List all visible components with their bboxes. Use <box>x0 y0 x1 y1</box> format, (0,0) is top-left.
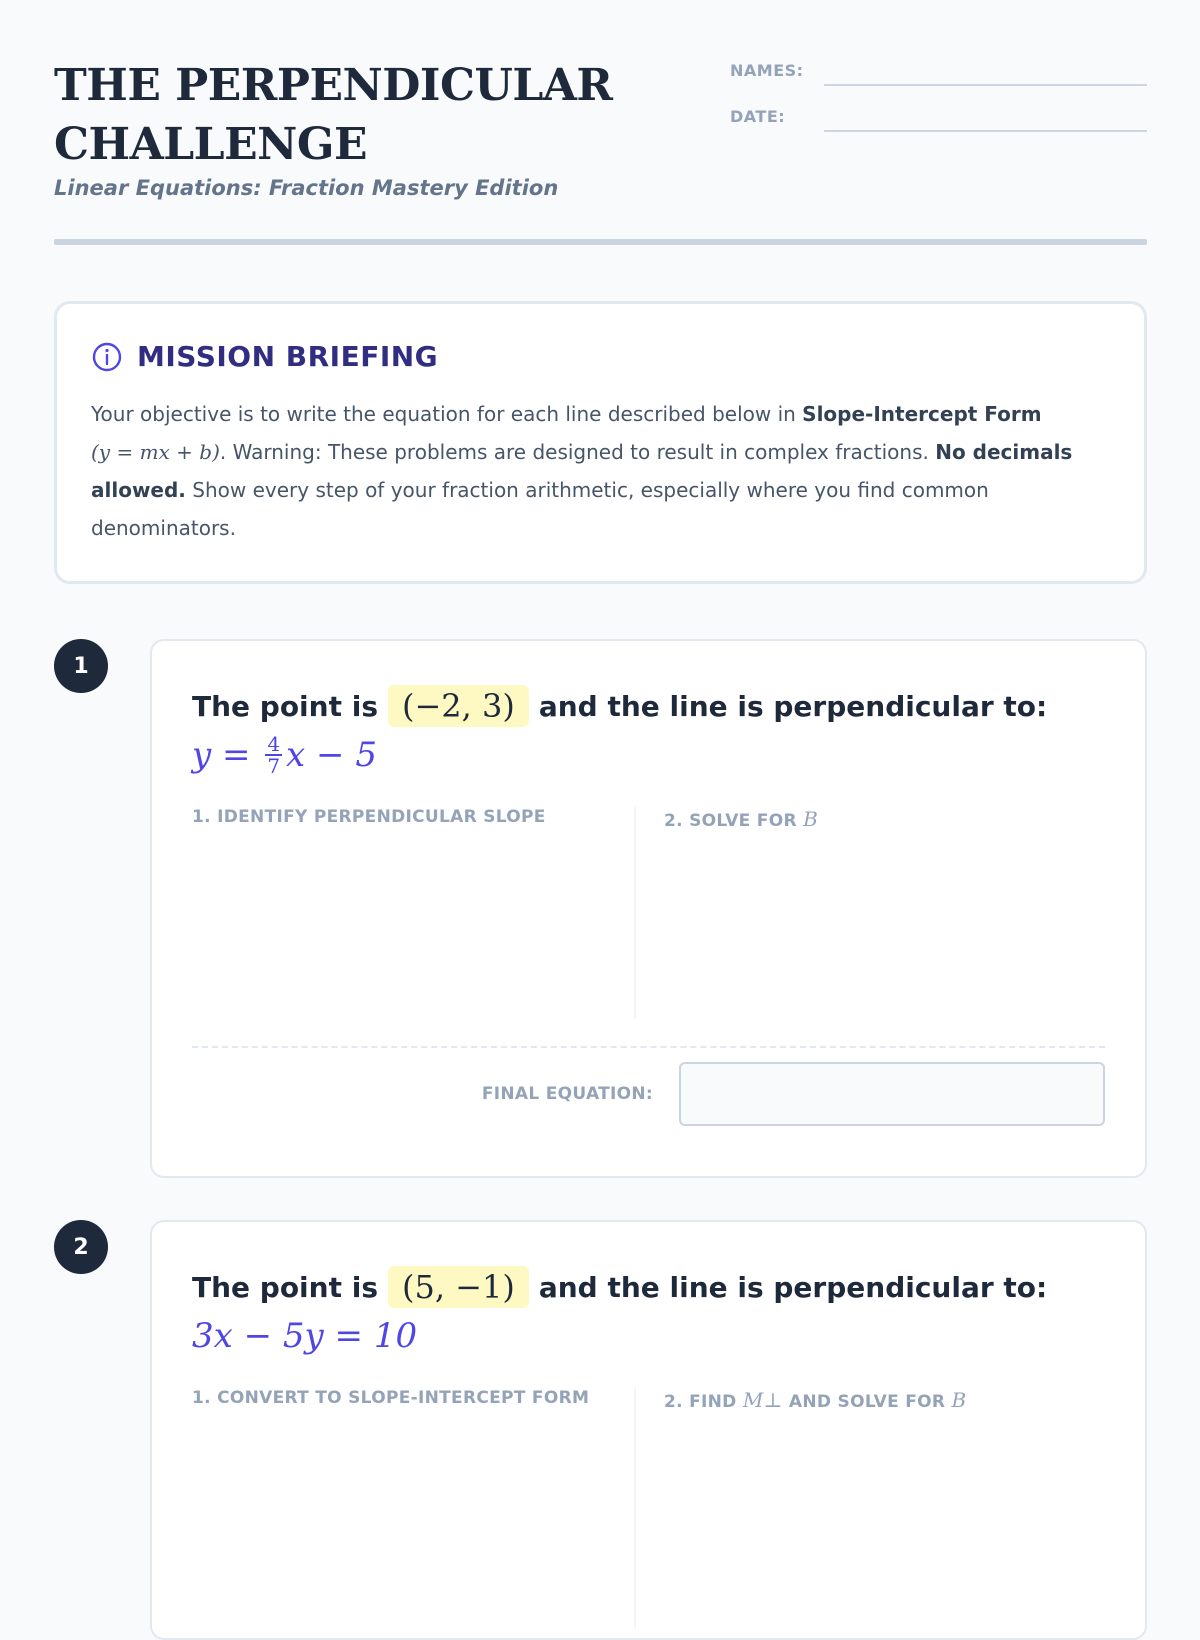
step-1-area[interactable] <box>192 1388 636 1628</box>
slope-intercept-formula: (y = mx + b) <box>91 440 220 464</box>
prompt-after: and the line is perpendicular to: <box>538 1270 1048 1304</box>
given-point: (−2, 3) <box>388 685 529 727</box>
step-2-variable-2: B <box>951 1388 967 1412</box>
date-row <box>730 102 1147 132</box>
info-icon <box>91 341 123 373</box>
briefing-text <box>91 395 1110 547</box>
names-row <box>730 56 1147 86</box>
fraction-numerator: 4 <box>267 732 281 756</box>
final-equation-label: FINAL EQUATION: <box>481 1084 653 1104</box>
step-2-variable: M⊥ <box>742 1388 783 1412</box>
work-steps <box>192 1388 1105 1628</box>
briefing-bold-2: No decimals allowed. <box>91 440 1073 502</box>
page-title: THE PERPENDICULAR CHALLENGE <box>54 60 613 170</box>
page-subtitle: Linear Equations: Fraction Mastery Edition <box>54 176 559 200</box>
step-2-label-middle: AND SOLVE FOR <box>788 1392 946 1412</box>
names-label: NAMES: <box>730 61 804 80</box>
step-1-label: 1. IDENTIFY PERPENDICULAR SLOPE <box>192 807 546 827</box>
step-1-area[interactable] <box>192 807 636 1019</box>
given-line-equation <box>192 731 1105 779</box>
header-divider <box>54 239 1147 245</box>
prompt-after: and the line is perpendicular to: <box>538 689 1048 723</box>
briefing-text-3: Show every step of your fraction arithmetic, especially where you find common denominators. <box>91 478 989 540</box>
equation-rhs: x − 5 <box>286 735 377 775</box>
prompt-before: The point is <box>192 1270 378 1304</box>
problem-card-2 <box>150 1220 1147 1640</box>
briefing-bold-1: Slope-Intercept Form <box>802 402 1042 426</box>
prompt-before: The point is <box>192 689 378 723</box>
final-equation-row <box>192 1046 1105 1140</box>
work-steps <box>192 807 1105 1019</box>
given-point: (5, −1) <box>388 1266 529 1308</box>
briefing-text-2: . Warning: These problems are designed to result in complex fractions. <box>219 440 936 464</box>
briefing-text-1: Your objective is to write the equation for each line described below in <box>91 402 803 426</box>
step-1-label: 1. CONVERT TO SLOPE-INTERCEPT FORM <box>192 1388 590 1408</box>
names-field[interactable] <box>824 56 1147 86</box>
problem-card-1 <box>150 639 1147 1178</box>
equation-lhs: y = <box>192 735 262 775</box>
step-2-variable: B <box>803 807 819 831</box>
step-2-label: 2. SOLVE FOR <box>664 811 797 831</box>
final-equation-input[interactable] <box>679 1062 1105 1126</box>
step-2-area[interactable] <box>636 807 818 1019</box>
student-meta <box>730 56 1147 148</box>
problem-number-badge: 2 <box>54 1220 108 1274</box>
worksheet-header <box>54 0 1147 248</box>
step-2-label: 2. FIND <box>664 1392 737 1412</box>
mission-briefing-card <box>54 301 1147 584</box>
date-label: DATE: <box>730 107 786 126</box>
slope-fraction <box>265 734 282 776</box>
problem-number-badge: 1 <box>54 639 108 693</box>
briefing-title: MISSION BRIEFING <box>137 340 439 373</box>
date-field[interactable] <box>824 102 1147 132</box>
fraction-denominator: 7 <box>267 754 281 778</box>
worksheet-page <box>54 0 1147 1412</box>
step-2-area[interactable] <box>636 1388 966 1628</box>
problem-prompt <box>192 685 1105 727</box>
given-line-equation: 3x − 5y = 10 <box>192 1316 418 1356</box>
briefing-heading <box>91 340 1110 373</box>
problem-prompt <box>192 1266 1105 1308</box>
